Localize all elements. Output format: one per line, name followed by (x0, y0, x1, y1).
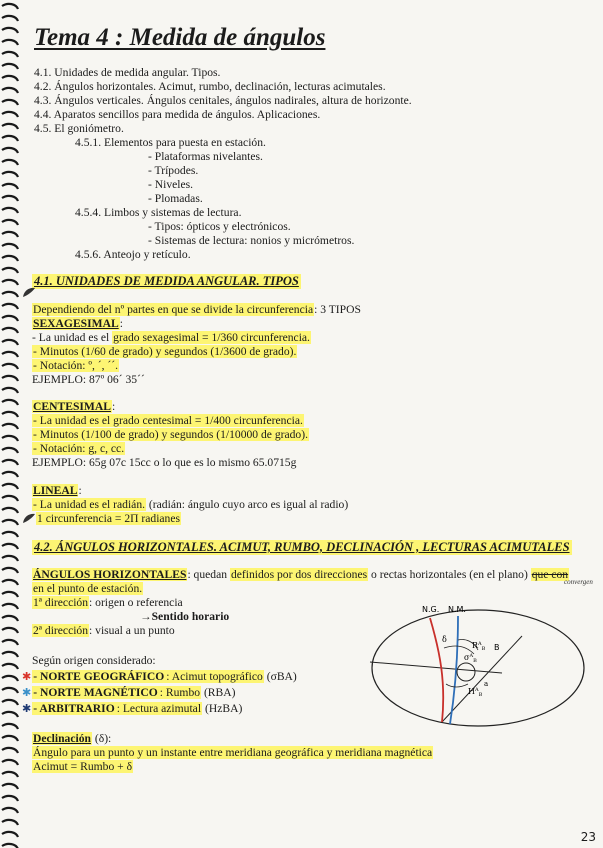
section-heading-4-1: 4.1. UNIDADES DE MEDIDA ANGULAR. TIPOS (34, 274, 299, 288)
label-sigma: $\sigma^A_B$ (464, 653, 477, 664)
spiral-coil (2, 376, 18, 381)
origin-arbitrary: ✱ - ARBITRARIO : Lectura azimutal (HzBA) (22, 702, 243, 715)
sexagesimal-heading: SEXAGESIMAL: (33, 317, 123, 330)
first-direction: 1ª dirección: origen o referencia (33, 596, 183, 609)
spiral-coil (2, 616, 18, 621)
spiral-coil (2, 784, 18, 789)
page-number: 23 (580, 830, 596, 844)
toc-subitem: 4.5.1. Elementos para puesta en estación. (75, 136, 266, 149)
spiral-coil (2, 652, 18, 657)
spiral-coil (2, 268, 18, 273)
spiral-coil (2, 580, 18, 585)
origin-geographic: ✱ - NORTE GEOGRÁFICO : Acimut topográfico (σBA) (22, 670, 297, 683)
spiral-coil (2, 700, 18, 705)
lineal-line-2: 1 circunferencia = 2Π radianes (37, 512, 181, 525)
toc-item: 4.1. Unidades de medida angular. Tipos. (34, 66, 221, 79)
spiral-coil (2, 724, 18, 729)
spiral-coil (2, 808, 18, 813)
centesimal-example: EJEMPLO: 65g 07c 15cc o lo que es lo mismo 65.0715g (32, 456, 297, 469)
spiral-coil (2, 16, 18, 21)
spiral-coil (2, 28, 18, 33)
spiral-coil (2, 184, 18, 189)
label-ng: N.G. (422, 605, 440, 614)
label-a: a (484, 680, 489, 688)
spiral-coil (2, 520, 18, 525)
origin-intro: Según origen considerado: (32, 654, 156, 667)
label-delta: δ (442, 635, 447, 644)
spiral-coil (2, 448, 18, 453)
spiral-coil (2, 208, 18, 213)
lineal-line-1: - La unidad es el radián. (radián: ángulo cuyo arco es igual al radio) (33, 498, 349, 511)
spiral-coil (2, 508, 18, 513)
asterisk-red-icon: ✱ (22, 671, 32, 683)
declination-definition: Ángulo para un punto y un instante entre meridiana geográfica y meridiana magnética (33, 746, 433, 759)
centesimal-line-3: - Notación: g, c, cc. (33, 442, 125, 455)
spiral-coil (2, 484, 18, 489)
spiral-coil (2, 292, 18, 297)
toc-item: 4.4. Aparatos sencillos para medida de ángulos. Aplicaciones. (34, 108, 321, 121)
toc-item: 4.2. Ángulos horizontales. Acimut, rumbo, declinación, lecturas acimutales. (34, 80, 386, 93)
angles-diagram (366, 602, 586, 734)
spiral-coil (2, 400, 18, 405)
spiral-coil (2, 364, 18, 369)
spiral-coil (2, 772, 18, 777)
toc-subsubitem: - Plomadas. (148, 192, 203, 205)
spiral-coil (2, 340, 18, 345)
spiral-coil (2, 736, 18, 741)
spiral-coil (2, 160, 18, 165)
lineal-heading: LINEAL: (33, 484, 82, 497)
centesimal-line-1: - La unidad es el grado centesimal = 1/400 circunferencia. (33, 414, 303, 427)
spiral-coil (2, 352, 18, 357)
spiral-binding (0, 0, 20, 848)
label-rumbo: $R^A_B$ (472, 641, 486, 652)
sexagesimal-line-2: - Minutos (1/60 de grado) y segundos (1/3600 de grado). (33, 345, 297, 358)
notebook-page (22, 0, 600, 848)
second-direction: 2ª dirección: visual a un punto (33, 624, 175, 637)
spiral-coil (2, 604, 18, 609)
station-point (457, 663, 475, 681)
toc-subitem: 4.5.6. Anteojo y retículo. (75, 248, 191, 261)
geographic-meridian (430, 618, 443, 722)
spiral-coil (2, 172, 18, 177)
spiral-coil (2, 388, 18, 393)
spiral-coil (2, 712, 18, 717)
spiral-coil (2, 640, 18, 645)
spiral-coil (2, 568, 18, 573)
asterisk-blue-icon: ✱ (22, 687, 32, 699)
toc-item: 4.3. Ángulos verticales. Ángulos cenitales, ángulos nadirales, altura de horizonte. (34, 94, 412, 107)
spiral-coil (2, 124, 18, 129)
spiral-coil (2, 664, 18, 669)
centesimal-line-2: - Minutos (1/100 de grado) y segundos (1/10000 de grado). (33, 428, 308, 441)
spiral-coil (2, 232, 18, 237)
leaf-doodle-icon (22, 512, 36, 524)
spiral-coil (2, 844, 18, 848)
label-point-b: B (494, 643, 500, 652)
acimut-formula: Acimut = Rumbo + δ (33, 760, 133, 773)
spiral-coil (2, 796, 18, 801)
leaf-doodle-icon (22, 286, 36, 298)
toc-subsubitem: - Tipos: ópticos y electrónicos. (148, 220, 291, 233)
horizontal-angles-def-cont: en el punto de estación. (33, 582, 143, 595)
sexagesimal-line-3: - Notación: º, ´, ´´. (33, 359, 119, 372)
diagram-ellipse (372, 610, 584, 726)
clockwise-note: →Sentido horario (140, 610, 230, 623)
spiral-coil (2, 436, 18, 441)
spiral-coil (2, 748, 18, 753)
asterisk-dark-icon: ✱ (22, 703, 32, 715)
spiral-coil (2, 112, 18, 117)
spiral-coil (2, 460, 18, 465)
spiral-coil (2, 256, 18, 261)
spiral-coil (2, 100, 18, 105)
spiral-coil (2, 832, 18, 837)
toc-subsubitem: - Niveles. (148, 178, 194, 191)
spiral-coil (2, 496, 18, 501)
spiral-coil (2, 196, 18, 201)
spiral-coil (2, 688, 18, 693)
spiral-coil (2, 592, 18, 597)
spiral-coil (2, 820, 18, 825)
spiral-coil (2, 244, 18, 249)
spiral-coil (2, 148, 18, 153)
page-title: Tema 4 : Medida de ángulos (34, 24, 326, 51)
spiral-coil (2, 220, 18, 225)
handwritten-note: convergen (564, 578, 593, 586)
toc-subsubitem: - Plataformas nivelantes. (148, 150, 263, 163)
spiral-coil (2, 136, 18, 141)
spiral-coil (2, 316, 18, 321)
toc-subsubitem: - Sistemas de lectura: nonios y micrómetros. (148, 234, 355, 247)
spiral-coil (2, 40, 18, 45)
spiral-coil (2, 88, 18, 93)
horizontal-angles-def: ÁNGULOS HORIZONTALES: quedan definidos por dos direcciones o rectas horizontales (en el plano) que con (33, 568, 569, 581)
spiral-coil (2, 544, 18, 549)
spiral-coil (2, 76, 18, 81)
origin-magnetic: ✱ - NORTE MAGNÉTICO : Rumbo (RBA) (22, 686, 236, 699)
label-lectura: $H^A_B$ (468, 687, 483, 698)
spiral-coil (2, 628, 18, 633)
units-intro: Dependiendo del nº partes en que se divide la circunferencia: 3 TIPOS (33, 303, 361, 316)
declination-heading: Declinación (δ): (33, 732, 112, 745)
spiral-coil (2, 472, 18, 477)
centesimal-heading: CENTESIMAL: (33, 400, 116, 413)
spiral-coil (2, 760, 18, 765)
spiral-coil (2, 412, 18, 417)
sexagesimal-example: EJEMPLO: 87º 06´ 35´´ (32, 373, 145, 386)
toc-subsubitem: - Trípodes. (148, 164, 199, 177)
spiral-coil (2, 64, 18, 69)
diagram-horizontal-line (370, 662, 502, 673)
spiral-coil (2, 280, 18, 285)
spiral-coil (2, 532, 18, 537)
spiral-coil (2, 304, 18, 309)
toc-item: 4.5. El goniómetro. (34, 122, 124, 135)
spiral-coil (2, 424, 18, 429)
spiral-coil (2, 4, 18, 9)
label-nm: N.M. (448, 605, 466, 614)
spiral-coil (2, 556, 18, 561)
spiral-coil (2, 328, 18, 333)
angle-arc (446, 684, 468, 687)
toc-subitem: 4.5.4. Limbos y sistemas de lectura. (75, 206, 242, 219)
spiral-coil (2, 52, 18, 57)
section-heading-4-2: 4.2. ÁNGULOS HORIZONTALES. ACIMUT, RUMBO, DECLINACIÓN , LECTURAS ACIMUTALES (34, 540, 570, 554)
spiral-coil (2, 676, 18, 681)
sexagesimal-line-1: - La unidad es el grado sexagesimal = 1/360 circunferencia. (32, 331, 310, 344)
